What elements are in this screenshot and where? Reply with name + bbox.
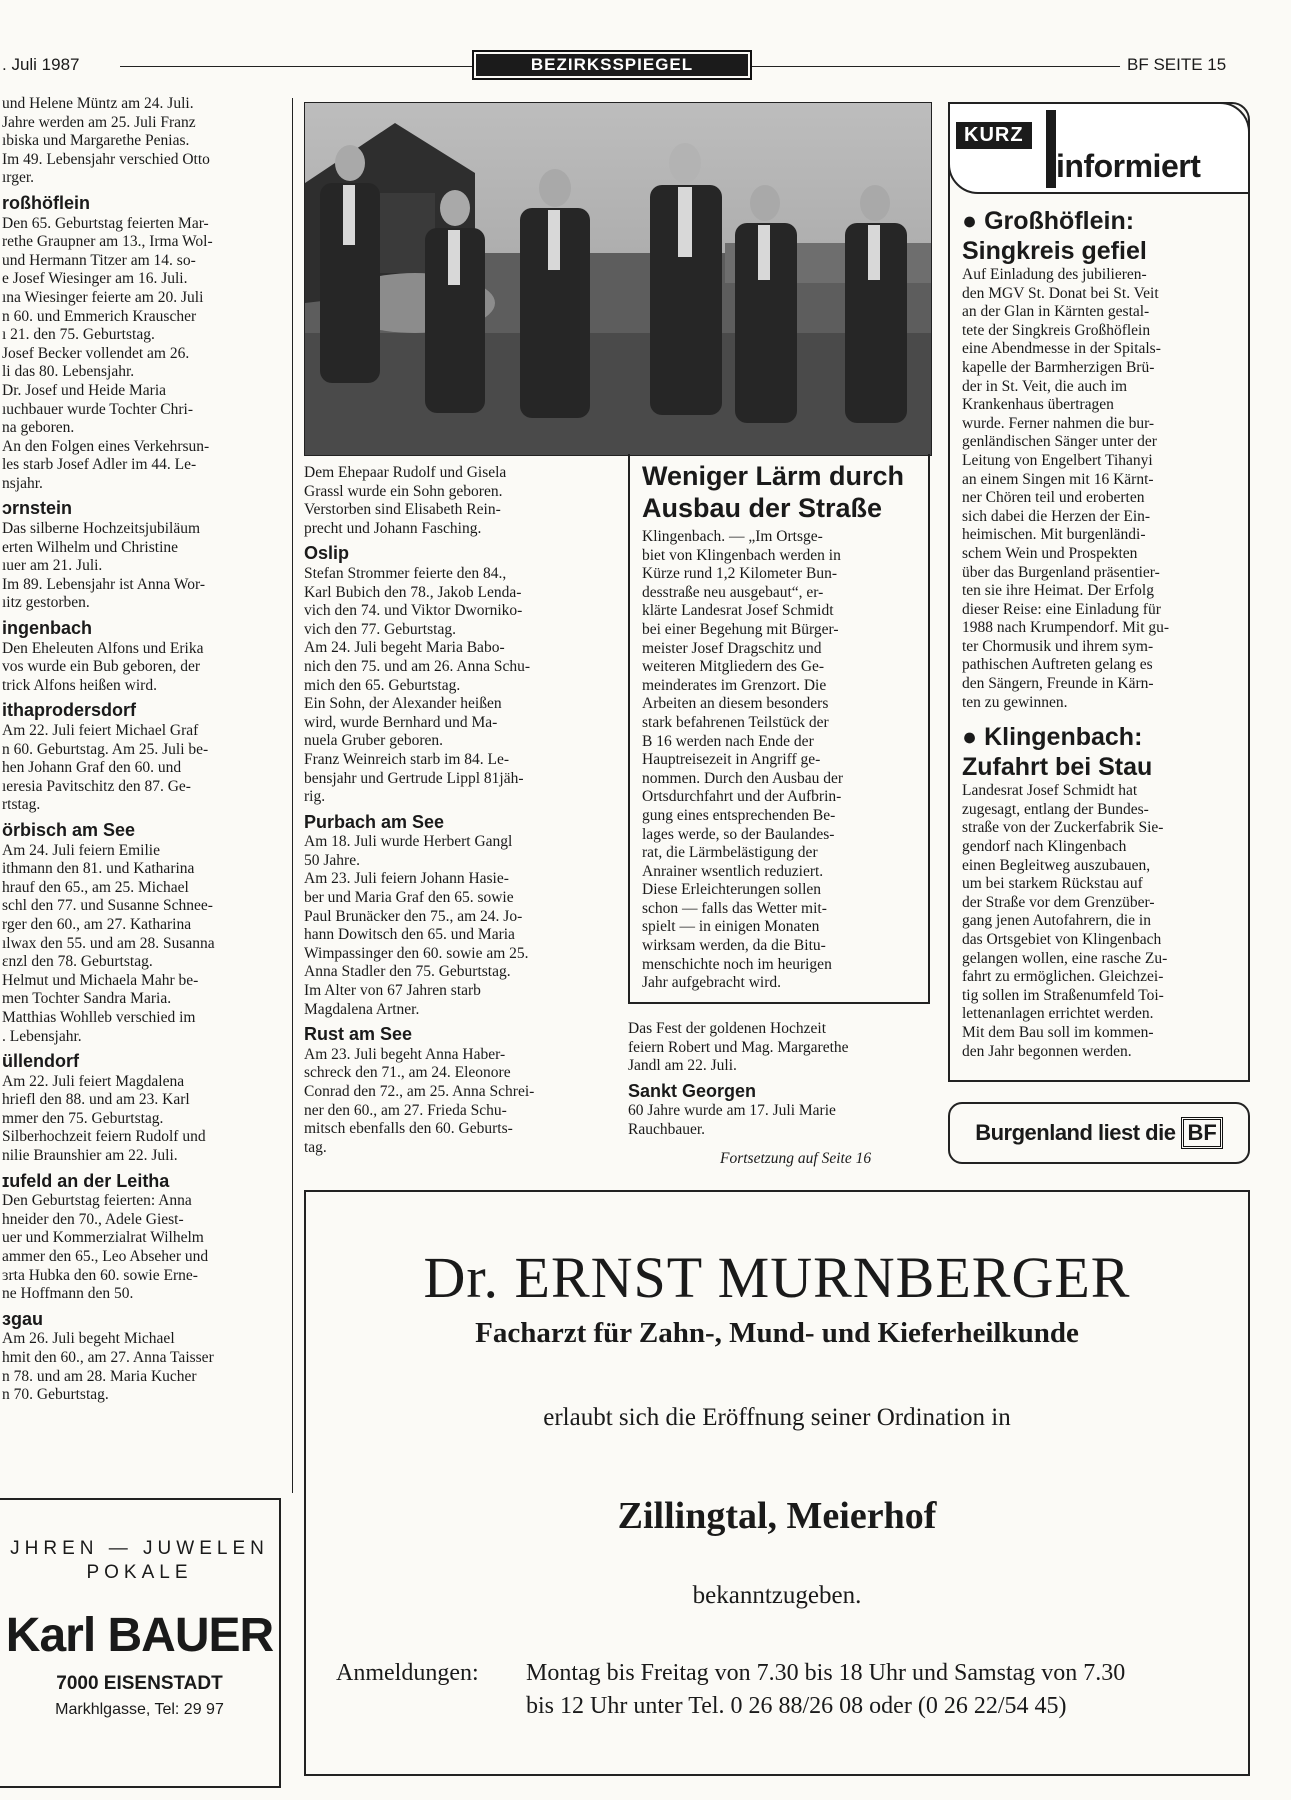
text-line: rat, die Lärmbelästigung der (642, 844, 818, 862)
text-line: 50 Jahre. (304, 851, 360, 869)
text-line: und Helene Müntz am 24. Juli. (2, 95, 194, 112)
text-line: ten zu gewinnen. (962, 693, 1068, 711)
text-line: Dem Ehepaar Rudolf und Gisela (304, 464, 507, 481)
kurz-header (948, 102, 1250, 194)
text-line: an einem Singen mit 16 Kärnt- (962, 470, 1154, 488)
news-photo (304, 102, 932, 456)
text-line: 60 Jahre wurde am 17. Juli Marie (628, 1102, 836, 1120)
text-line: gung eines entsprechenden Be- (642, 806, 836, 824)
kurz-heading-1a: Großhöflein: (984, 207, 1135, 235)
text-line: zugesagt, entlang der Bundes- (962, 800, 1149, 818)
informiert-label: informiert (1056, 148, 1201, 184)
bauer-line-1: JHREN — JUWELEN (10, 1538, 269, 1559)
group-photo-image (305, 103, 931, 455)
text-line: les starb Josef Adler im 44. Le- (2, 456, 197, 474)
text-line: meister Josef Dragschitz und (642, 639, 822, 657)
text-line: menschichte noch im heurigen (642, 955, 832, 973)
kurz-label: KURZ (956, 122, 1032, 149)
text-line: Mit dem Bau soll im kommen- (962, 1023, 1154, 1041)
text-line: lages werde, so der Baulandes- (642, 825, 835, 843)
locality-heading: ithaprodersdorf (2, 700, 137, 721)
text-line: B 16 werden nach Ende der (642, 732, 814, 750)
text-line: Landesrat Josef Schmidt hat (962, 782, 1138, 800)
text-line: n 78. und am 28. Maria Kucher (2, 1367, 197, 1385)
text-line: heimischen. Mit burgenländi- (962, 526, 1146, 544)
text-line: ɛnzl den 78. Geburtstag. (2, 953, 153, 971)
kurz-heading-1b: Singkreis gefiel (962, 237, 1147, 265)
text-line: Verstorben sind Elisabeth Rein- (304, 501, 501, 519)
text-line: über das Burgenland präsentier- (962, 563, 1160, 581)
text-line: Franz Weinreich starb im 84. Le- (304, 750, 510, 768)
text-line: Arbeiten an diesem besonders (642, 695, 829, 713)
text-line: ten sie ihre Heimat. Der Erfolg (962, 582, 1154, 600)
text-line: vos wurde ein Bub geboren, der (2, 658, 201, 676)
text-line: ıuer am 21. Juli. (2, 557, 103, 575)
text-line: na geboren. (2, 419, 75, 437)
bauer-address: Markhlgasse, Tel: 29 97 (55, 1701, 224, 1718)
text-line: wurde. Ferner nahmen die bur- (962, 414, 1155, 432)
karl-bauer-ad (0, 1498, 281, 1788)
text-line: 1988 nach Krumpendorf. Mit gu- (962, 619, 1170, 637)
text-line: An den Folgen eines Verkehrsun- (2, 437, 210, 455)
text-line: der Straße vor dem Grenzüber- (962, 893, 1155, 911)
kurz-heading-2b: Zufahrt bei Stau (962, 753, 1153, 782)
column-divider-1 (292, 98, 293, 1493)
locality-heading: roßhöflein (2, 192, 90, 213)
bauer-name: Karl BAUER (5, 1609, 274, 1662)
kurz-heading-1 (962, 206, 1238, 266)
text-line: nuela Gruber geboren. (304, 732, 444, 750)
text-line: Josef Becker vollendet am 26. (2, 344, 190, 362)
text-line: Im Alter von 67 Jahren starb (304, 982, 481, 1000)
locality-heading: ɪufeld an der Leitha (2, 1170, 170, 1191)
continued-note: Fortsetzung auf Seite 16 (720, 1150, 872, 1167)
text-line: Leitung von Engelbert Tihanyi (962, 451, 1153, 469)
text-line: Helmut und Michaela Mahr be- (2, 971, 199, 989)
text-line: vich den 77. Geburtstag. (304, 620, 456, 638)
text-line: Den Eheleuten Alfons und Erika (2, 639, 204, 657)
text-line: schl den 77. und Susanne Schnee- (2, 897, 213, 915)
text-line: Im 89. Lebensjahr ist Anna Wor- (2, 575, 206, 593)
text-line: Am 24. Juli begeht Maria Babo- (304, 639, 505, 657)
kurz-heading-2 (962, 722, 1238, 782)
locality-heading: örbisch am See (2, 819, 136, 840)
locality-heading: Purbach am See (304, 811, 445, 832)
text-line: pathischen Auftreten gelang es (962, 656, 1153, 674)
text-line: gelangen wollen, eine rasche Zu- (962, 949, 1168, 967)
text-line: fahrt zu ermöglichen. Gleichzei- (962, 968, 1164, 986)
text-line: Am 23. Juli feiern Johann Hasie- (304, 870, 509, 888)
text-line: ıuchbauer wurde Tochter Chri- (2, 400, 194, 418)
bf-slogan-box (948, 1102, 1250, 1164)
text-line: eine Abendmesse in der Spitals- (962, 340, 1161, 358)
text-line: Klingenbach. — „Im Ortsge- (642, 528, 823, 545)
text-line: hrauf den 65., am 25. Michael (2, 878, 189, 896)
text-line: ına Wiesinger feierte am 20. Juli (2, 288, 204, 306)
text-line: ılwax den 55. und am 28. Susanna (2, 934, 215, 952)
text-line: desstraße neu ausgebaut“, er- (642, 583, 824, 601)
text-line: precht und Johann Fasching. (304, 519, 482, 537)
text-line: bei einer Begehung mit Bürger- (642, 620, 839, 638)
text-line: ber und Maria Graf den 65. sowie (304, 889, 514, 907)
text-line: Jandl am 22. Juli. (628, 1057, 737, 1075)
text-line: Den 65. Geburtstag feierten Mar- (2, 214, 209, 232)
text-line: Im 49. Lebensjahr verschied Otto (2, 150, 210, 168)
hours-line-1: Montag bis Freitag von 7.30 bis 18 Uhr und Samstag von 7.30 (526, 1660, 1126, 1686)
text-line: hen Johann Graf den 60. und (2, 759, 182, 777)
text-line: wird, wurde Bernhard und Ma- (304, 713, 498, 731)
locality-heading: ingenbach (2, 618, 93, 639)
locality-heading: üllendorf (2, 1051, 79, 1072)
text-line: mmer den 75. Geburtstag. (2, 1109, 164, 1127)
text-line: ıeresia Pavitschitz den 87. Ge- (2, 777, 191, 795)
article-box (628, 454, 930, 1004)
kurz-paragraph-2 (962, 782, 1238, 1061)
text-line: straße von der Zuckerfabrik Sie- (962, 819, 1164, 837)
text-line: trick Alfons heißen wird. (2, 676, 157, 694)
text-line: Am 23. Juli begeht Anna Haber- (304, 1045, 506, 1063)
doctor-ad (304, 1190, 1250, 1776)
bullet-icon: ● (962, 207, 978, 235)
text-line: Dr. Josef und Heide Maria (2, 381, 166, 399)
text-line: Jahr aufgebracht wird. (642, 974, 782, 992)
text-line: ithmann den 81. und Katharina (2, 860, 195, 878)
text-line: Am 22. Juli feiert Magdalena (2, 1072, 185, 1090)
header-rule-left (120, 66, 472, 67)
text-line: spielt — in einigen Monaten (642, 918, 820, 936)
text-line: dieser Reise: eine Einladung für (962, 600, 1161, 618)
kurz-bar (1046, 110, 1056, 188)
text-line: um bei starkem Rückstau auf (962, 875, 1143, 893)
text-line: hmit den 60., am 27. Anna Taisser (2, 1349, 214, 1366)
text-line: erten Wilhelm und Christine (2, 538, 179, 556)
text-line: Stefan Strommer feierte den 84., (304, 564, 507, 582)
text-line: uer und Kommerzialrat Wilhelm (2, 1229, 204, 1247)
text-line: nilie Braunshier am 22. Juli. (2, 1147, 178, 1165)
text-line: Am 22. Juli feiert Michael Graf (2, 722, 199, 739)
text-line: Diese Erleichterungen sollen (642, 881, 822, 899)
text-line: Anrainer wsentlich reduziert. (642, 862, 824, 880)
doctor-place: Zillingtal, Meierhof (617, 1495, 937, 1537)
text-line: ı 21. den 75. Geburtstag. (2, 326, 155, 344)
text-line: Jahre werden am 25. Juli Franz (2, 113, 196, 131)
text-line: Ein Sohn, der Alexander heißen (304, 695, 502, 713)
text-line: tag. (304, 1138, 327, 1156)
text-line: gang jenen Autofahrern, die in (962, 912, 1151, 930)
text-line: Ortsdurchfahrt und der Aufbrin- (642, 788, 842, 806)
doctor-name: Dr. ERNST MURNBERGER (423, 1245, 1131, 1310)
locality-heading: Oslip (304, 543, 350, 564)
locality-heading: Rust am See (304, 1024, 413, 1045)
text-line: ıbiska und Margarethe Penias. (2, 132, 190, 150)
text-line: n 70. Geburtstag. (2, 1386, 109, 1404)
kurz-paragraph-1 (962, 266, 1238, 712)
doctor-line-2: bekanntzugeben. (692, 1582, 862, 1609)
article-body (642, 528, 916, 993)
text-line: ɜrta Hubka den 60. sowie Erne- (2, 1266, 198, 1284)
text-line: nich den 75. und am 26. Anna Schu- (304, 657, 531, 675)
text-line: Am 18. Juli wurde Herbert Gangl (304, 833, 513, 851)
header-rule-right (752, 66, 1120, 67)
text-line: schreck den 71., am 24. Eleonore (304, 1064, 511, 1082)
doctor-hours (306, 1660, 1248, 1720)
text-line: n 60. und Emmerich Krauscher (2, 307, 197, 325)
text-line: li das 80. Lebensjahr. (2, 363, 135, 381)
text-line: lettenanlagen errichtet werden. (962, 1005, 1154, 1023)
text-line: wirksam werden, da die Bitu- (642, 937, 826, 955)
text-line: Rauchbauer. (628, 1120, 706, 1138)
section-banner (472, 50, 752, 80)
column-1 (2, 95, 284, 1485)
text-line: mitsch ebenfalls den 60. Geburts- (304, 1120, 513, 1138)
text-line: Matthias Wohlleb verschied im (2, 1008, 196, 1026)
column-2 (304, 464, 610, 1179)
bf-slogan-text: Burgenland liest die (975, 1120, 1176, 1145)
text-line: und Hermann Titzer am 14. so- (2, 251, 196, 269)
page-number: BF SEITE 15 (1127, 55, 1227, 74)
doctor-line-1: erlaubt sich die Eröffnung seiner Ordination in (543, 1404, 1011, 1431)
text-line: Krankenhaus übertragen (962, 396, 1114, 414)
text-line: Den Geburtstag feierten: Anna (2, 1192, 192, 1210)
text-line: Magdalena Artner. (304, 1000, 420, 1018)
text-line: den MGV St. Donat bei St. Veit (962, 284, 1159, 302)
text-line: weiteren Mitgliedern des Ge- (642, 658, 825, 676)
locality-heading: ɜgau (2, 1308, 43, 1329)
text-line: Hauptreisezeit in Angriff ge- (642, 751, 821, 769)
text-line: men Tochter Sandra Maria. (2, 990, 172, 1008)
text-line: ner Chören teil und eroberten (962, 489, 1145, 507)
text-line: Auf Einladung des jubilieren- (962, 266, 1147, 283)
text-line: ne Hoffmann den 50. (2, 1285, 134, 1303)
header-date: . Juli 1987 (2, 55, 80, 74)
text-line: Wimpassinger den 60. sowie am 25. (304, 944, 529, 962)
text-line: gendorf nach Klingenbach (962, 838, 1127, 856)
text-line: rtstag. (2, 796, 41, 814)
text-line: stark befahrenen Teilstück der (642, 713, 829, 731)
bauer-line-2: POKALE (86, 1562, 193, 1583)
text-line: kapelle der Barmherzigen Brü- (962, 358, 1155, 376)
text-line: an der Glan in Kärnten gestal- (962, 303, 1150, 321)
text-line: Karl Bubich den 78., Jakob Lenda- (304, 583, 522, 601)
article-title-line-2: Ausbau der Straße (642, 493, 883, 523)
text-line: hann Dowitsch den 65. und Maria (304, 926, 515, 944)
hours-line-2: bis 12 Uhr unter Tel. 0 26 88/26 08 oder (0 26 22/54 45) (526, 1693, 1067, 1719)
text-line: Kürze rund 1,2 Kilometer Bun- (642, 565, 837, 583)
text-line: den Sängern, Freunde in Kärn- (962, 675, 1154, 693)
text-line: meinderates im Grenzort. Die (642, 676, 827, 694)
text-line: n 60. Geburtstag. Am 25. Juli be- (2, 740, 209, 758)
text-line: feiern Robert und Mag. Margarethe (628, 1038, 849, 1056)
text-line: der in St. Veit, die auch im (962, 377, 1128, 395)
section-title: BEZIRKSSPIEGEL (476, 54, 748, 76)
text-line: genländischen Sänger unter der (962, 433, 1157, 451)
text-line: den Jahr begonnen werden. (962, 1042, 1132, 1060)
text-line: Grassl wurde ein Sohn geboren. (304, 482, 503, 500)
text-line: hriefl den 88. und am 23. Karl (2, 1091, 190, 1109)
locality-heading: Sankt Georgen (628, 1080, 757, 1101)
column-3-lower (628, 1020, 930, 1148)
text-line: Das silberne Hochzeitsjubiläum (2, 520, 201, 538)
text-line: Conrad den 72., am 25. Anna Schrei- (304, 1083, 535, 1100)
text-line: Das Fest der goldenen Hochzeit (628, 1020, 826, 1037)
text-line: vich den 74. und Viktor Dworniko- (304, 602, 523, 620)
text-line: ter Chormusik und ihrem sym- (962, 637, 1154, 655)
kurz-heading-2a: Klingenbach: (984, 723, 1143, 752)
text-line: Paul Brunäcker den 75., am 24. Jo- (304, 907, 523, 925)
text-line: hneider den 70., Adele Giest- (2, 1210, 184, 1228)
text-line: rig. (304, 788, 326, 806)
text-line: Am 24. Juli feiern Emilie (2, 841, 160, 859)
text-line: ammer den 65., Leo Abseher und (2, 1248, 209, 1266)
text-line: Am 26. Juli begeht Michael (2, 1330, 175, 1348)
text-line: schon — falls das Wetter mit- (642, 899, 827, 917)
text-line: ner den 60., am 27. Frieda Schu- (304, 1101, 507, 1119)
locality-heading: ɔrnstein (2, 498, 73, 519)
text-line: rethe Graupner am 13., Irma Wol- (2, 233, 213, 251)
text-line: nommen. Durch den Ausbau der (642, 769, 844, 787)
text-line: tete der Singkreis Großhöflein (962, 321, 1151, 339)
text-line: nsjahr. (2, 474, 43, 492)
doctor-title: Facharzt für Zahn-, Mund- und Kieferheilkunde (475, 1317, 1079, 1349)
text-line: schem Wein und Prospekten (962, 544, 1138, 562)
text-line: das Ortsgebiet von Klingenbach (962, 931, 1162, 948)
text-line: e Josef Wiesinger am 16. Juli. (2, 270, 188, 288)
article-title-line-1: Weniger Lärm durch (642, 461, 905, 491)
text-line: ırger. (2, 169, 34, 187)
text-line: klärte Landesrat Josef Schmidt (642, 602, 834, 620)
text-line: bensjahr und Gertrude Lippl 81jäh- (304, 769, 524, 787)
bauer-city: 7000 EISENSTADT (56, 1673, 223, 1694)
text-line: . Lebensjahr. (2, 1027, 82, 1045)
text-line: tig sollen im Straßenumfeld Toi- (962, 986, 1164, 1004)
bf-logo: BF (1181, 1117, 1222, 1149)
text-line: biet von Klingenbach werden in (642, 546, 841, 564)
text-line: einen Begleitweg auszubauen, (962, 856, 1151, 874)
text-line: Anna Stadler den 75. Geburtstag. (304, 963, 511, 981)
text-line: mich den 65. Geburtstag. (304, 676, 461, 694)
text-line: Silberhochzeit feiern Rudolf und (2, 1128, 206, 1146)
text-line: rger den 60., am 27. Katharina (2, 915, 192, 933)
kurz-informiert-box (948, 102, 1250, 1082)
text-line: ıitz gestorben. (2, 594, 90, 612)
bullet-icon: ● (962, 723, 978, 752)
hours-label: Anmeldungen: (336, 1660, 479, 1686)
text-line: sich dabei die Herzen der Ein- (962, 507, 1151, 525)
